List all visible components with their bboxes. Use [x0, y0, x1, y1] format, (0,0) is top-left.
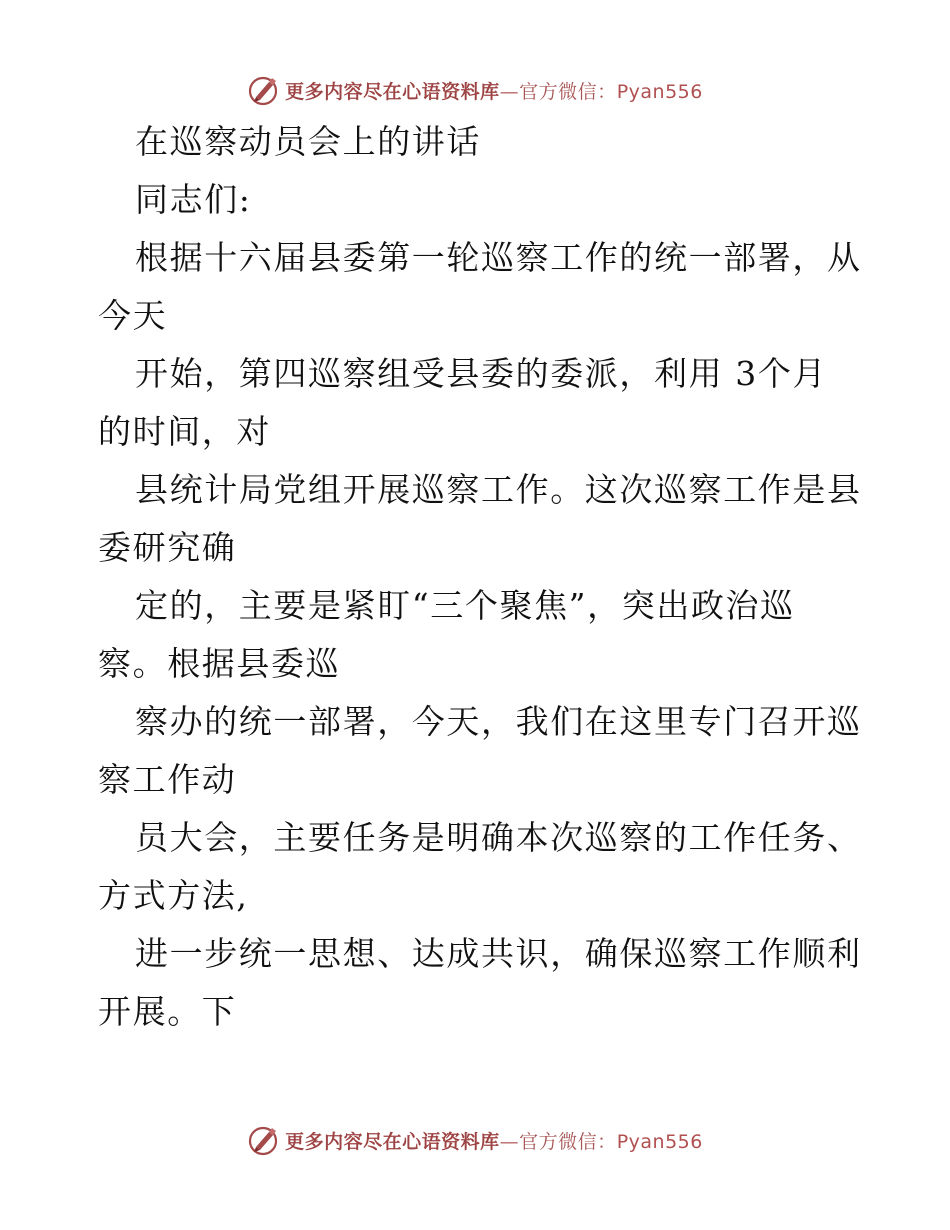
- paragraph-line: 根据十六届县委第一轮巡察工作的统一部署，从: [135, 238, 862, 277]
- paragraph-line: 进一步统一思想、达成共识，确保巡察工作顺利: [135, 934, 862, 973]
- paragraph-line: 委研究确: [98, 528, 237, 567]
- paragraph-line: 县统计局党组开展巡察工作。这次巡察工作是县: [135, 470, 862, 509]
- watermark-dash: —: [499, 80, 520, 103]
- paragraph-line: 今天: [98, 296, 168, 335]
- document-title: 在巡察动员会上的讲话: [135, 122, 481, 161]
- paragraph-line: 员大会，主要任务是明确本次巡察的工作任务、: [135, 818, 862, 857]
- header-watermark: [0, 70, 950, 110]
- paragraph-line: 方式方法,: [98, 876, 249, 915]
- pen-logo-icon: [247, 73, 281, 107]
- pen-logo-icon: [247, 1123, 281, 1157]
- watermark-wechat-id: Pyan556: [616, 80, 703, 103]
- watermark-site-text: 更多内容尽在心语资料库: [285, 1130, 500, 1153]
- watermark-site-text: 更多内容尽在心语资料库: [285, 80, 500, 103]
- footer-watermark: [0, 1120, 950, 1160]
- salutation: 同志们:: [135, 180, 252, 219]
- paragraph-line: 开始，第四巡察组受县委的委派，利用 3个月: [135, 354, 828, 393]
- watermark-official-label: 官方微信：: [519, 1130, 617, 1153]
- paragraph-line: 开展。下: [98, 992, 237, 1031]
- paragraph-line: 察。根据县委巡: [98, 644, 341, 683]
- paragraph-line: 的时间，对: [98, 412, 271, 451]
- paragraph-line: 察工作动: [98, 760, 237, 799]
- watermark-wechat-id: Pyan556: [616, 1130, 703, 1153]
- paragraph-line: 察办的统一部署，今天，我们在这里专门召开巡: [135, 702, 862, 741]
- paragraph-line: 定的，主要是紧盯“三个聚焦”，突出政治巡: [135, 586, 795, 625]
- watermark-official-label: 官方微信：: [519, 80, 617, 103]
- watermark-dash: —: [499, 1130, 520, 1153]
